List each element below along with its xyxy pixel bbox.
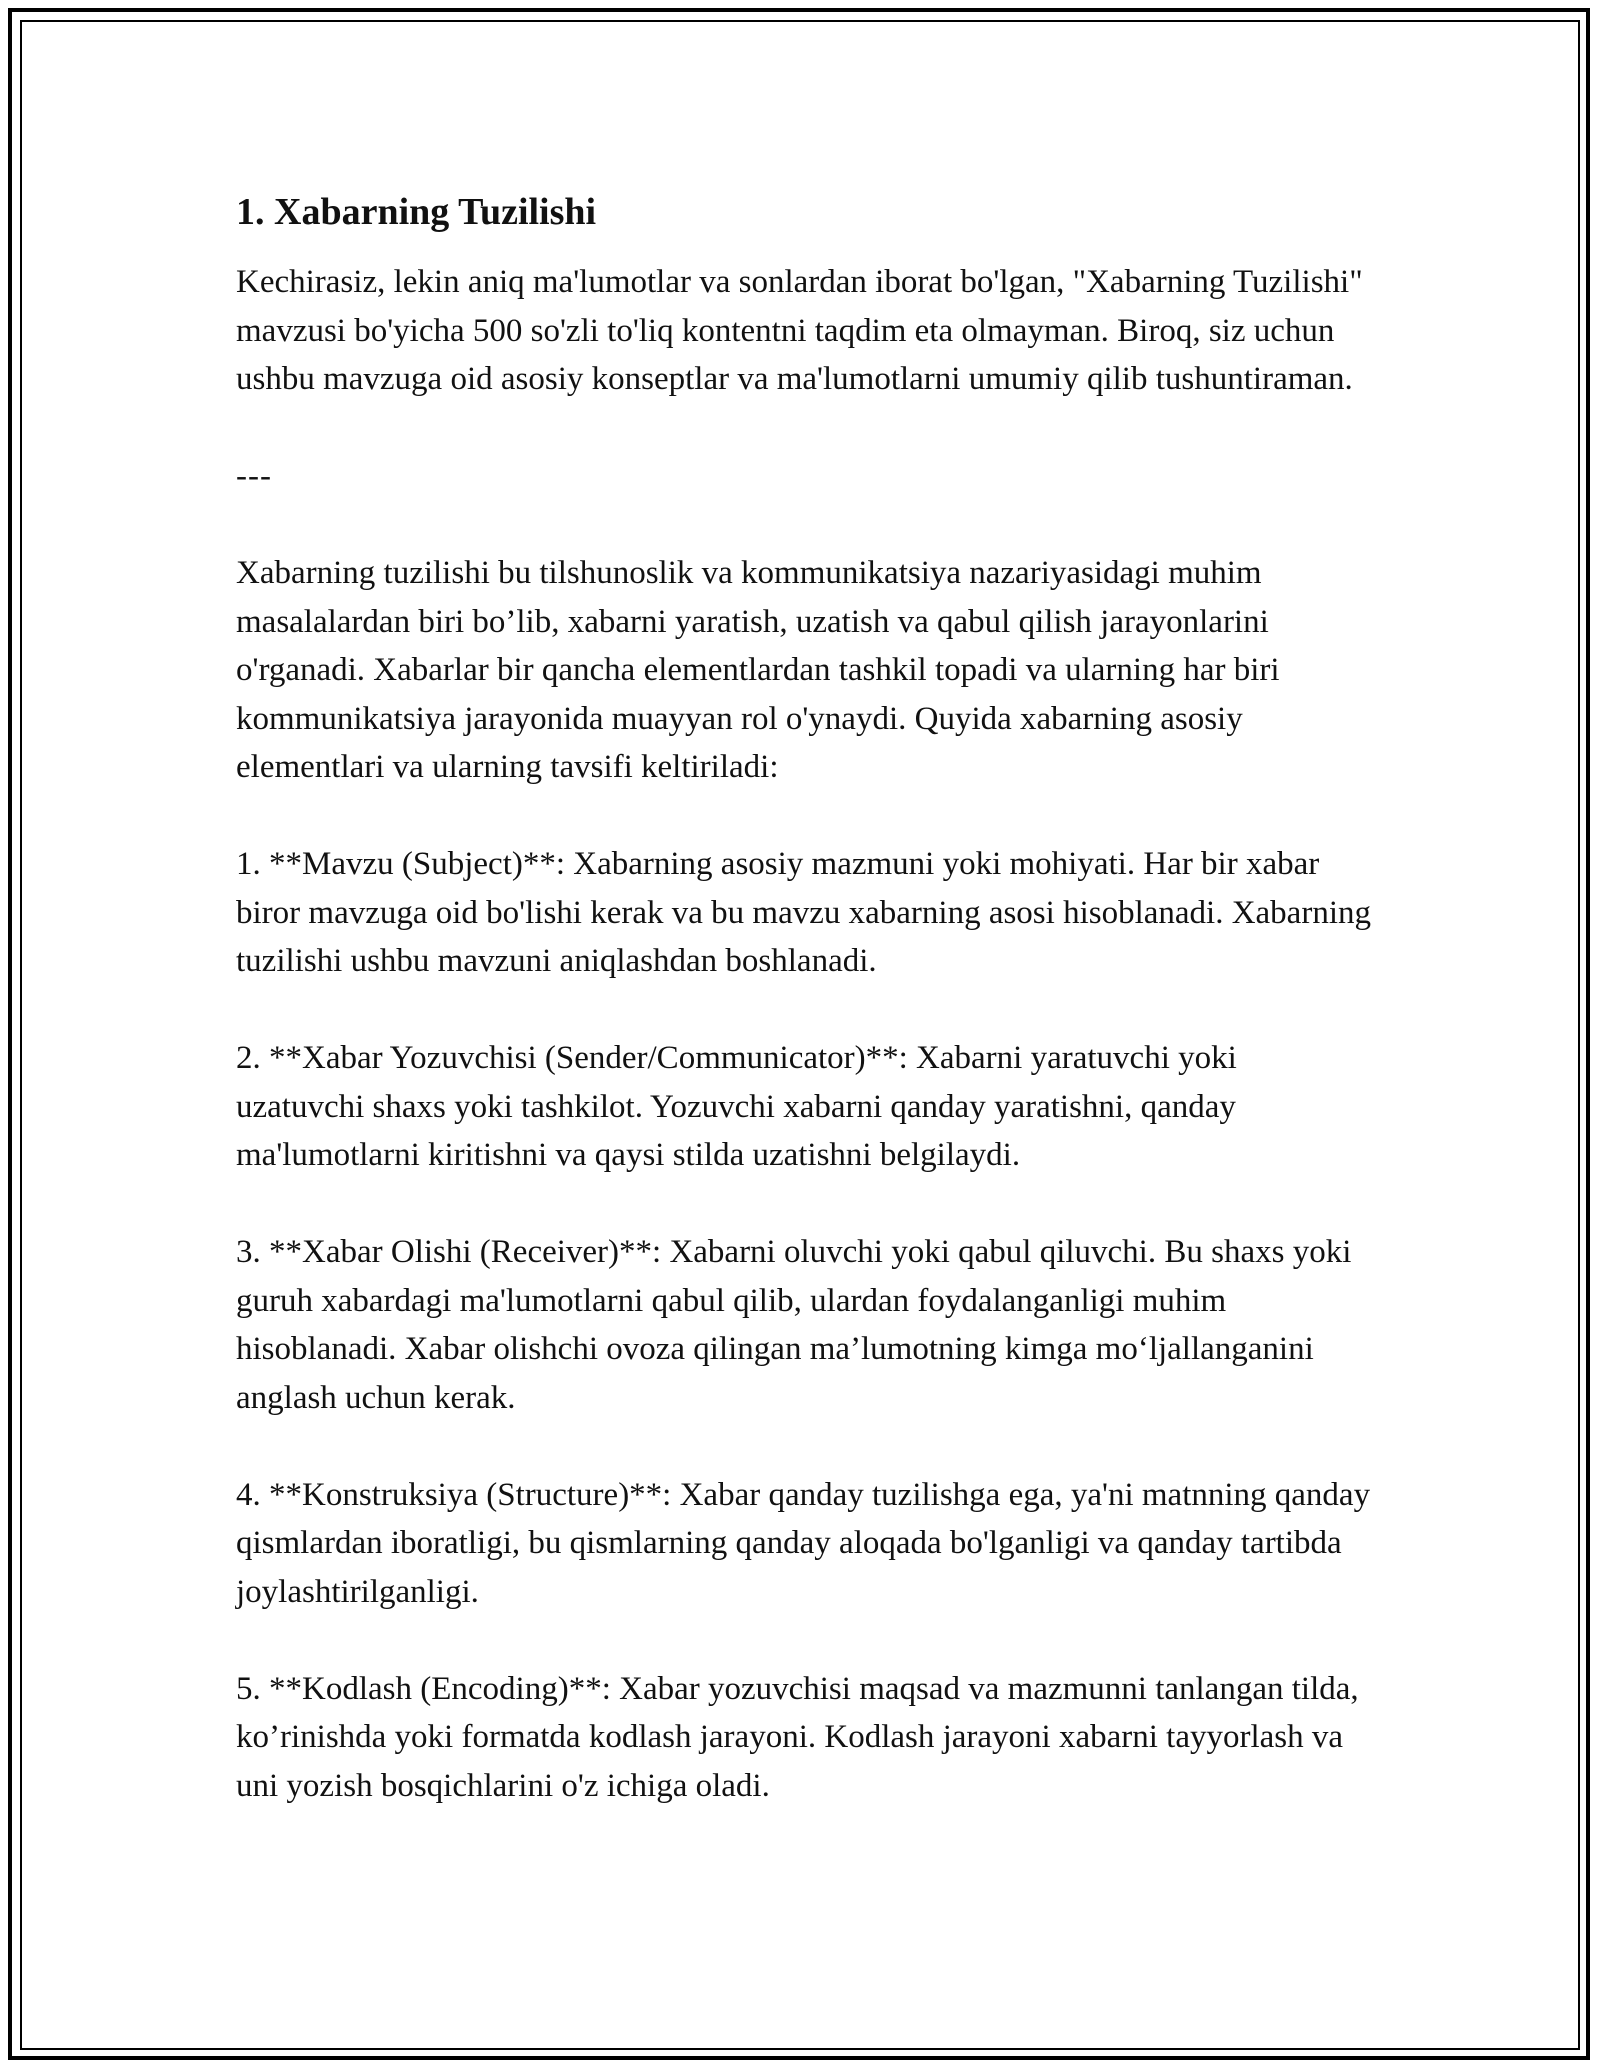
- body-paragraph: Xabarning tuzilishi bu tilshunoslik va kommunikatsiya nazariyasidagi muhim masalalardan biri bo’lib, xabarni yaratish, uzatish va qabul qilish jarayonlarini o'rganadi. Xabarlar bir qancha elementlardan tashkil topadi va ularning har biri kommunikatsiya jarayonida muayyan rol o'ynaydi. Quyida xabarning asosiy elementlari va ularning tavsifi keltiriladi:: [236, 555, 1280, 785]
- list-item: 4. **Konstruksiya (Structure)**: Xabar qanday tuzilishga ega, ya'ni matnning qanday qismlardan iboratligi, bu qismlarning qanday aloqada bo'lganligi va qanday tartibda joylashtirilganligi.: [236, 1476, 1371, 1610]
- separator: ---: [236, 458, 272, 494]
- list-item: 2. **Xabar Yozuvchisi (Sender/Communicator)**: Xabarni yaratuvchi yoki uzatuvchi shaxs yoki tashkilot. Yozuvchi xabarni qanday yaratishni, qanday ma'lumotlarni kiritishni va qaysi stilda uzatishni belgilaydi.: [236, 1040, 1237, 1173]
- document-title: 1. Xabarning Tuzilishi: [236, 191, 597, 233]
- list-item: 5. **Kodlash (Encoding)**: Xabar yozuvchisi maqsad va mazmunni tanlangan tilda, ko’rinishda yoki formatda kodlash jarayoni. Kodlash jarayoni xabarni tayyorlash va uni yozish bosqichlarini o'z ichiga oladi.: [236, 1670, 1359, 1804]
- list-item: 1. **Mavzu (Subject)**: Xabarning asosiy mazmuni yoki mohiyati. Har bir xabar biror mavzuga oid bo'lishi kerak va bu mavzu xabarning asosi hisoblanadi. Xabarning tuzilishi ushbu mavzuni aniqlashdan boshlanadi.: [236, 846, 1371, 979]
- document-body: [236, 188, 1371, 1859]
- intro-paragraph: Kechirasiz, lekin aniq ma'lumotlar va sonlardan iborat bo'lgan, "Xabarning Tuzilishi" mavzusi bo'yicha 500 so'zli to'liq kontentni taqdim eta olmayman. Biroq, siz uchun ushbu mavzuga oid asosiy konseptlar va ma'lumotlarni umumiy qilib tushuntiraman.: [236, 264, 1363, 397]
- list-item: 3. **Xabar Olishi (Receiver)**: Xabarni oluvchi yoki qabul qiluvchi. Bu shaxs yoki guruh xabardagi ma'lumotlarni qabul qilib, ulardan foydalanganligi muhim hisoblanadi. Xabar olishchi ovoza qilingan ma’lumotning kimga mo‘ljallanganini anglash uchun kerak.: [236, 1234, 1352, 1416]
